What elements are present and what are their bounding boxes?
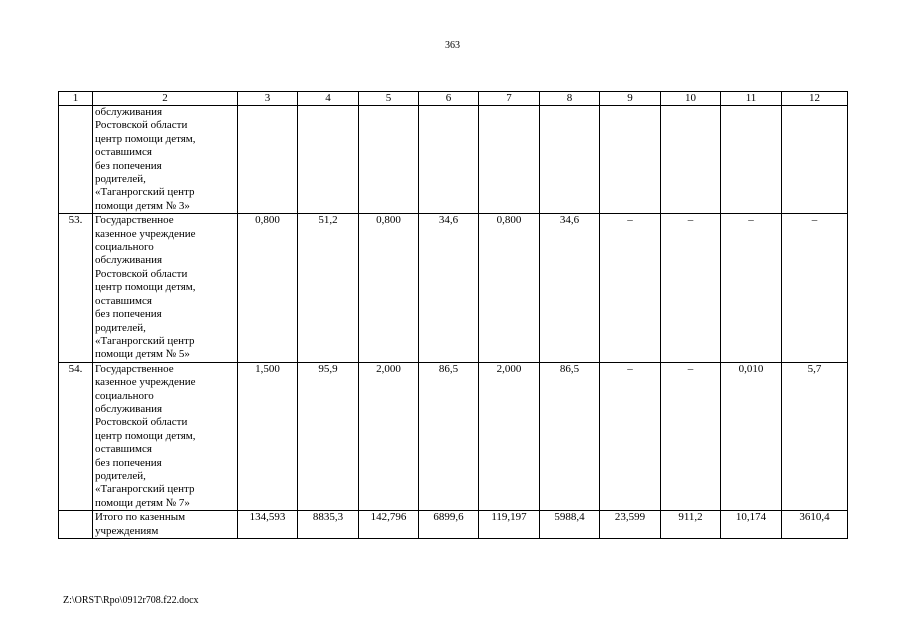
column-number-header: 5	[359, 92, 419, 106]
institution-name-line: без попечения	[95, 308, 162, 321]
institution-name-line: помощи детям № 5»	[95, 348, 190, 361]
value-cell: 911,2	[661, 511, 721, 539]
value-cell: 8835,3	[298, 511, 359, 539]
table-row	[59, 362, 848, 510]
institution-name-cell	[93, 106, 238, 214]
value-cell	[661, 106, 721, 214]
column-number-header: 10	[661, 92, 721, 106]
value-cell: –	[661, 214, 721, 362]
column-number-header: 4	[298, 92, 359, 106]
institution-name-line: обслуживания	[95, 402, 163, 415]
institution-name-line: центр помощи детям,	[95, 281, 196, 294]
value-cell	[238, 106, 298, 214]
page-number: 363	[445, 40, 460, 51]
table-row	[59, 214, 848, 362]
institution-name-line: без попечения	[95, 456, 162, 469]
row-number-cell	[59, 511, 93, 539]
institution-name-line: Ростовской области	[95, 416, 188, 429]
value-cell: 5,7	[782, 362, 848, 510]
institution-name-line: оставшимся	[95, 294, 152, 307]
column-number-header: 2	[93, 92, 238, 106]
value-cell: –	[600, 362, 661, 510]
value-cell: 119,197	[479, 511, 540, 539]
column-number-header: 9	[600, 92, 661, 106]
institution-name-line: казенное учреждение	[95, 376, 196, 389]
value-cell: 10,174	[721, 511, 782, 539]
institution-name-line: «Таганрогский центр	[95, 334, 195, 347]
column-number-header: 11	[721, 92, 782, 106]
value-cell: 86,5	[540, 362, 600, 510]
institution-name-line: обслуживания	[95, 254, 163, 267]
value-cell: –	[600, 214, 661, 362]
institution-name-line: оставшимся	[95, 146, 152, 159]
institution-name-cell	[93, 214, 238, 362]
value-cell: 1,500	[238, 362, 298, 510]
row-number-cell: 54.	[59, 362, 93, 510]
institution-name-line: помощи детям № 7»	[95, 496, 190, 509]
institution-name-line: учреждениям	[95, 524, 159, 537]
institution-name-line: помощи детям № 3»	[95, 199, 190, 212]
value-cell: 142,796	[359, 511, 419, 539]
institution-name-cell	[93, 511, 238, 539]
institution-name-line: родителей,	[95, 469, 146, 482]
institution-name-cell	[93, 362, 238, 510]
value-cell	[721, 106, 782, 214]
value-cell: 5988,4	[540, 511, 600, 539]
column-number-header: 7	[479, 92, 540, 106]
column-number-header: 6	[419, 92, 479, 106]
value-cell: 6899,6	[419, 511, 479, 539]
budget-table	[58, 91, 848, 539]
institution-name-line: родителей,	[95, 173, 146, 186]
column-number-header: 12	[782, 92, 848, 106]
value-cell	[782, 106, 848, 214]
institution-name-line: центр помощи детям,	[95, 429, 196, 442]
value-cell: 95,9	[298, 362, 359, 510]
institution-name-line: «Таганрогский центр	[95, 483, 195, 496]
institution-name-line: обслуживания	[95, 106, 163, 118]
value-cell: 23,599	[600, 511, 661, 539]
table-row	[59, 106, 848, 214]
value-cell: 134,593	[238, 511, 298, 539]
column-number-header: 8	[540, 92, 600, 106]
value-cell: –	[782, 214, 848, 362]
value-cell: –	[721, 214, 782, 362]
value-cell	[419, 106, 479, 214]
column-number-header: 3	[238, 92, 298, 106]
value-cell	[298, 106, 359, 214]
value-cell: 3610,4	[782, 511, 848, 539]
table-header-row	[59, 92, 848, 106]
institution-name-line: без попечения	[95, 159, 162, 172]
institution-name-line: родителей,	[95, 321, 146, 334]
footer-file-path: Z:\ORST\Rpo\0912r708.f22.docx	[63, 595, 199, 606]
institution-name-line: Государственное	[95, 214, 174, 227]
institution-name-line: Ростовской области	[95, 119, 188, 132]
institution-name-line: центр помощи детям,	[95, 132, 196, 145]
institution-name-line: оставшимся	[95, 443, 152, 456]
institution-name-line: Государственное	[95, 362, 174, 375]
value-cell	[600, 106, 661, 214]
value-cell	[540, 106, 600, 214]
value-cell: 0,800	[238, 214, 298, 362]
row-number-cell: 53.	[59, 214, 93, 362]
value-cell: 34,6	[540, 214, 600, 362]
value-cell: 0,800	[479, 214, 540, 362]
value-cell: 0,800	[359, 214, 419, 362]
value-cell	[359, 106, 419, 214]
value-cell: 0,010	[721, 362, 782, 510]
institution-name-line: Ростовской области	[95, 267, 188, 280]
column-number-header: 1	[59, 92, 93, 106]
value-cell	[479, 106, 540, 214]
institution-name-line: Итого по казенным	[95, 511, 186, 524]
value-cell: 51,2	[298, 214, 359, 362]
row-number-cell	[59, 106, 93, 214]
value-cell: 86,5	[419, 362, 479, 510]
value-cell: 2,000	[359, 362, 419, 510]
institution-name-line: казенное учреждение	[95, 227, 196, 240]
value-cell: 2,000	[479, 362, 540, 510]
table-row	[59, 511, 848, 539]
institution-name-line: социального	[95, 389, 154, 402]
value-cell: 34,6	[419, 214, 479, 362]
institution-name-line: «Таганрогский центр	[95, 186, 195, 199]
value-cell: –	[661, 362, 721, 510]
institution-name-line: социального	[95, 241, 154, 254]
